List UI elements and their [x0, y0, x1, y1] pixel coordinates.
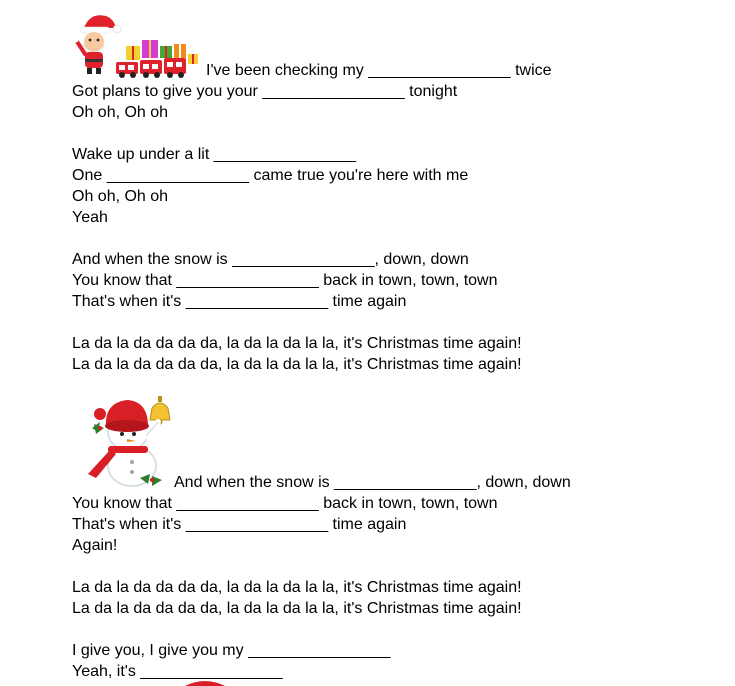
lyric-line: Wake up under a lit ________________ [72, 146, 357, 163]
santa-train-illustration [70, 10, 210, 78]
lyric-line: Yeah [72, 209, 108, 226]
lyric-line: One ________________ came true you're here with me [72, 167, 469, 184]
lyric-line: I give you, I give you my ________________ [72, 642, 391, 659]
lyric-line: And when the snow is ________________, down, down [72, 251, 469, 268]
lyric-line: That's when it's ________________ time again [72, 293, 407, 310]
lyric-line: Oh oh, Oh oh [72, 104, 169, 121]
lyric-line: And when the snow is ________________, down, down [174, 474, 571, 491]
lyric-line: Again! [72, 537, 118, 554]
lyric-line: You know that ________________ back in town, town, town [72, 272, 498, 289]
lyric-line: Got plans to give you your ________________ tonight [72, 83, 458, 100]
lyric-line: I've been checking my ________________ twice [206, 62, 552, 79]
lyric-line: You know that ________________ back in town, town, town [72, 495, 498, 512]
lyric-line: La da la da da da da, la da la da la la, it's Christmas time again! [72, 335, 522, 352]
lyric-line: La da la da da da da, la da la da la la, it's Christmas time again! [72, 356, 522, 373]
snowman-illustration [70, 392, 180, 492]
lyric-line: Yeah, it's ________________ [72, 663, 283, 680]
lyric-line: That's when it's ________________ time again [72, 516, 407, 533]
lyric-line: La da la da da da da, la da la da la la, it's Christmas time again! [72, 579, 522, 596]
lyric-line: Oh oh, Oh oh [72, 188, 169, 205]
lyric-line: La da la da da da da, la da la da la la, it's Christmas time again! [72, 600, 522, 617]
